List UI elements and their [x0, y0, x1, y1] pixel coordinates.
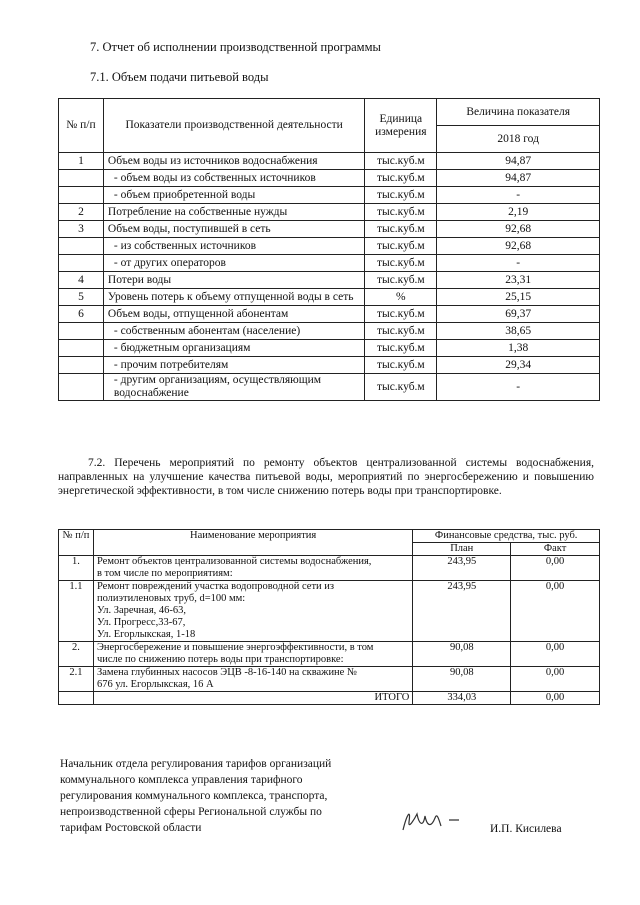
- t1-cell-name: - объем воды из собственных источников: [103, 170, 364, 187]
- t1-cell-name: - другим организациям, осуществляющим водоснабжение: [103, 374, 364, 401]
- t1-cell-value: 2,19: [437, 204, 600, 221]
- signature-line: Начальник отдела регулирования тарифов организаций: [60, 758, 332, 770]
- t2-cell-fact: 0,00: [511, 667, 600, 692]
- signature-line: тарифам Ростовской области: [60, 822, 202, 834]
- t1-cell-name: - от других операторов: [103, 255, 364, 272]
- t1-row: [59, 187, 600, 204]
- t2-header-plan: План: [413, 543, 511, 556]
- t1-cell-value: -: [437, 255, 600, 272]
- subsection-title: 7.1. Объем подачи питьевой воды: [90, 70, 269, 84]
- t1-cell-num: [59, 187, 104, 204]
- t1-row: [59, 306, 600, 323]
- t1-row: [59, 272, 600, 289]
- t1-row: [59, 357, 600, 374]
- t1-cell-value: 25,15: [437, 289, 600, 306]
- t2-name-line: Ул. Прогресс,33-67,: [96, 617, 186, 628]
- t1-cell-value: 1,38: [437, 340, 600, 357]
- t1-row: [59, 289, 600, 306]
- t2-cell-fact: 0,00: [511, 642, 600, 667]
- t2-total-label: ИТОГО: [93, 692, 412, 705]
- water-supply-table: [58, 98, 600, 401]
- t1-cell-name: - объем приобретенной воды: [103, 187, 364, 204]
- t2-header-num: № п/п: [59, 530, 94, 556]
- t1-cell-name: Объем воды, отпущенной абонентам: [103, 306, 364, 323]
- t1-row: [59, 374, 600, 401]
- t2-row: [59, 556, 600, 581]
- t1-cell-name: - бюджетным организациям: [103, 340, 364, 357]
- t1-cell-unit: тыс.куб.м: [365, 170, 437, 187]
- t2-cell-name: [93, 556, 412, 581]
- t1-cell-unit: тыс.куб.м: [365, 221, 437, 238]
- t1-cell-name: - собственным абонентам (население): [103, 323, 364, 340]
- t2-row: [59, 642, 600, 667]
- t1-header-unit: Единица измерения: [365, 99, 437, 153]
- t1-cell-value: 92,68: [437, 221, 600, 238]
- t1-header-num: № п/п: [59, 99, 104, 153]
- t2-name-line: Ул. Егорлыкская, 1-18: [96, 629, 196, 640]
- t2-cell-plan: 243,95: [413, 556, 511, 581]
- t1-cell-name: - из собственных источников: [103, 238, 364, 255]
- t1-header-year: 2018 год: [437, 126, 600, 153]
- t2-name-line: 676 ул. Егорлыкская, 16 А: [96, 679, 214, 690]
- t1-cell-unit: тыс.куб.м: [365, 374, 437, 401]
- t1-cell-unit: тыс.куб.м: [365, 204, 437, 221]
- t1-cell-num: [59, 170, 104, 187]
- signature-line: непроизводственной сферы Региональной службы по: [60, 806, 322, 818]
- t2-row: [59, 667, 600, 692]
- t2-header-finance: Финансовые средства, тыс. руб.: [413, 530, 600, 543]
- t2-cell-plan: 243,95: [413, 581, 511, 642]
- t1-cell-num: 5: [59, 289, 104, 306]
- t2-cell-num: 1.1: [59, 581, 94, 642]
- t2-cell-name: [93, 581, 412, 642]
- t1-cell-value: 23,31: [437, 272, 600, 289]
- handwritten-signature: [395, 800, 475, 840]
- t1-cell-name: Потребление на собственные нужды: [103, 204, 364, 221]
- signature-line: коммунального комплекса управления тарифного: [60, 774, 303, 786]
- signature-block: [60, 756, 380, 836]
- t1-cell-unit: тыс.куб.м: [365, 306, 437, 323]
- measures-paragraph: [58, 456, 594, 498]
- t2-name-line: Ремонт объектов централизованной системы водоснабжения,: [96, 556, 372, 567]
- t2-cell-plan: 90,08: [413, 642, 511, 667]
- t2-name-line: полиэтиленовых труб, d=100 мм:: [96, 593, 246, 604]
- t2-cell-num: 1.: [59, 556, 94, 581]
- t2-cell-num: 2.1: [59, 667, 94, 692]
- t1-row: [59, 221, 600, 238]
- t1-cell-name: Объем воды из источников водоснабжения: [103, 153, 364, 170]
- t2-name-line: Энергосбережение и повышение энергоэффективности, в том: [96, 642, 374, 653]
- t1-cell-value: 69,37: [437, 306, 600, 323]
- t2-header-fact: Факт: [511, 543, 600, 556]
- t1-cell-num: [59, 374, 104, 401]
- t2-header-name: Наименование мероприятия: [93, 530, 412, 556]
- t2-total-plan: 334,03: [413, 692, 511, 705]
- t1-row: [59, 255, 600, 272]
- t1-cell-num: 6: [59, 306, 104, 323]
- t1-cell-value: 94,87: [437, 153, 600, 170]
- section-title: 7. Отчет об исполнении производственной программы: [90, 40, 381, 54]
- t1-row: [59, 340, 600, 357]
- t2-empty-num: [59, 692, 94, 705]
- t2-name-line: в том числе по мероприятиям:: [96, 568, 233, 579]
- signature-line: регулирования коммунального комплекса, транспорта,: [60, 790, 328, 802]
- t1-cell-name: Уровень потерь к объему отпущенной воды в сеть: [103, 289, 364, 306]
- t1-cell-unit: тыс.куб.м: [365, 357, 437, 374]
- t1-cell-name: - прочим потребителям: [103, 357, 364, 374]
- t1-row: [59, 153, 600, 170]
- t1-cell-name: Объем воды, поступившей в сеть: [103, 221, 364, 238]
- t1-cell-unit: тыс.куб.м: [365, 153, 437, 170]
- t1-cell-unit: тыс.куб.м: [365, 255, 437, 272]
- t1-row: [59, 323, 600, 340]
- t2-total-fact: 0,00: [511, 692, 600, 705]
- t1-row: [59, 204, 600, 221]
- t1-cell-name: Потери воды: [103, 272, 364, 289]
- t1-cell-value: 38,65: [437, 323, 600, 340]
- t1-cell-num: 4: [59, 272, 104, 289]
- t2-cell-fact: 0,00: [511, 581, 600, 642]
- t1-cell-num: 2: [59, 204, 104, 221]
- t2-cell-name: [93, 642, 412, 667]
- paragraph-text: 7.2. Перечень мероприятий по ремонту объектов централизованной системы водоснабжения, направленных на улучшение качества питьевой воды, мероприятий по энергосбережению и повышению энергетической эффективности, в том числе снижению потерь воды при транспортировке.: [58, 457, 594, 497]
- signatory-name: И.П. Кисилева: [490, 823, 562, 835]
- t2-row: [59, 581, 600, 642]
- t1-cell-num: 1: [59, 153, 104, 170]
- t2-cell-name: [93, 667, 412, 692]
- t1-row: [59, 238, 600, 255]
- t1-cell-unit: тыс.куб.м: [365, 187, 437, 204]
- t1-cell-value: 94,87: [437, 170, 600, 187]
- t1-cell-num: [59, 323, 104, 340]
- t1-header-indicator: Показатели производственной деятельности: [103, 99, 364, 153]
- t1-cell-unit: тыс.куб.м: [365, 340, 437, 357]
- t1-row: [59, 170, 600, 187]
- t1-cell-unit: тыс.куб.м: [365, 323, 437, 340]
- t1-cell-num: [59, 238, 104, 255]
- t1-cell-value: -: [437, 187, 600, 204]
- t1-cell-value: 92,68: [437, 238, 600, 255]
- t2-name-line: Ремонт повреждений участка водопроводной сети из: [96, 581, 335, 592]
- t1-cell-num: 3: [59, 221, 104, 238]
- t2-name-line: Ул. Заречная, 46-63,: [96, 605, 187, 616]
- t2-name-line: Замена глубинных насосов ЭЦВ -8-16-140 на скважине №: [96, 667, 357, 678]
- t2-cell-plan: 90,08: [413, 667, 511, 692]
- t1-cell-num: [59, 357, 104, 374]
- t1-cell-value: -: [437, 374, 600, 401]
- t2-cell-num: 2.: [59, 642, 94, 667]
- measures-table: [58, 529, 600, 705]
- t1-cell-num: [59, 340, 104, 357]
- t1-cell-num: [59, 255, 104, 272]
- t2-name-line: числе по снижению потерь воды при транспортировке:: [96, 654, 344, 665]
- t1-cell-unit: %: [365, 289, 437, 306]
- t1-cell-unit: тыс.куб.м: [365, 238, 437, 255]
- t1-cell-value: 29,34: [437, 357, 600, 374]
- t2-cell-fact: 0,00: [511, 556, 600, 581]
- t1-header-value: Величина показателя: [437, 99, 600, 126]
- t1-cell-unit: тыс.куб.м: [365, 272, 437, 289]
